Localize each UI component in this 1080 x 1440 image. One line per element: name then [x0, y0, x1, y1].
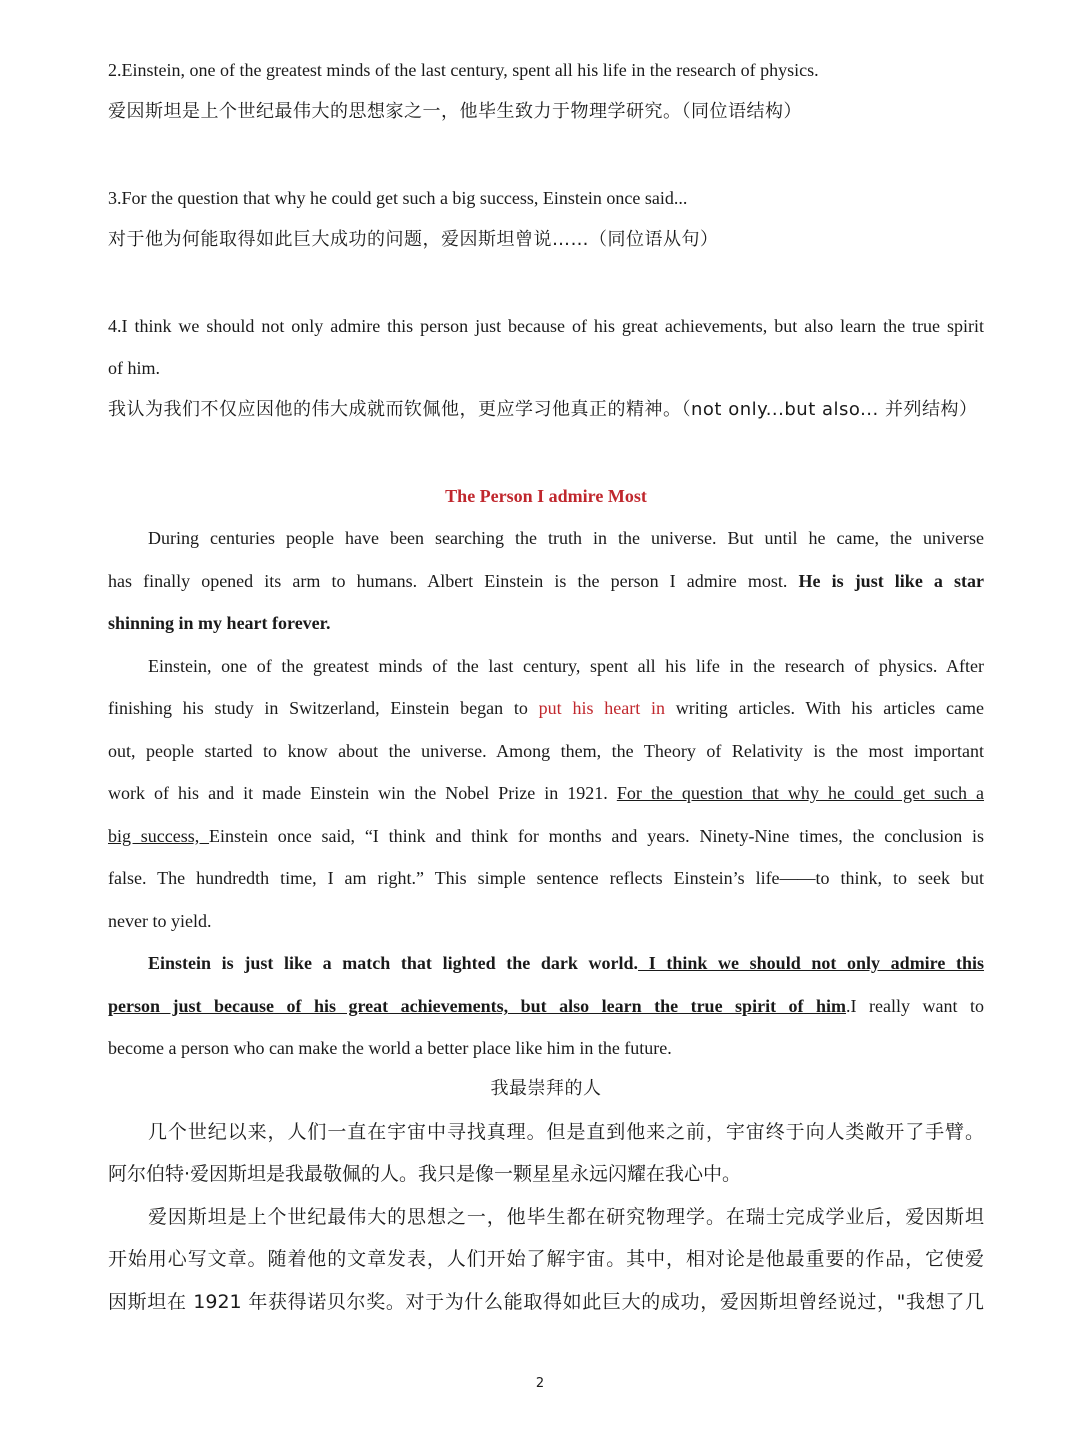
essay-p3-line1	[108, 951, 984, 975]
essay-p2-line1: Einstein, one of the greatest minds of the last century, spent all his life in the research of physics. After	[148, 656, 984, 676]
essay-p2-line2	[108, 696, 984, 720]
sentence-3-english: 3.For the question that why he could get such a big success, Einstein once said...	[108, 188, 688, 208]
essay-p1-line3: shinning in my heart forever.	[108, 613, 331, 633]
sentence-2-chinese: 爱因斯坦是上个世纪最伟大的思想家之一，他毕生致力于物理学研究。（同位语结构）	[108, 101, 802, 122]
essay-p3-line3: become a person who can make the world a better place like him in the future.	[108, 1038, 672, 1058]
essay-p3-line1-bold: Einstein is just like a match that lighted the dark world.	[148, 953, 639, 973]
essay-p2-line4-underlined: For the question that why he could get such a	[616, 783, 985, 803]
essay-p1-line2	[108, 569, 984, 593]
essay-p3-line2-underlined: person just because of his great achievements, but also learn the true spirit of him	[108, 996, 847, 1016]
essay-p2-highlight-phrase: put his heart in	[538, 698, 665, 718]
sentence-4-chinese: 我认为我们不仅应因他的伟大成就而钦佩他，更应学习他真正的精神。（not only...but also... 并列结构）	[108, 399, 978, 420]
essay-p2-line5	[108, 824, 984, 848]
sentence-3-chinese: 对于他为何能取得如此巨大成功的问题，爱因斯坦曾说……（同位语从句）	[108, 229, 719, 250]
essay-p2-line5-text: Einstein once said, “I think and think for months and years. Ninety-Nine times, the conclusion is	[209, 826, 984, 846]
essay-p2-line6: false. The hundredth time, I am right.” This simple sentence reflects Einstein’s life——to think, to seek but	[108, 868, 984, 888]
sentence-2-english: 2.Einstein, one of the greatest minds of the last century, spent all his life in the research of physics.	[108, 60, 819, 80]
page-number: 2	[535, 1376, 545, 1391]
translation-p1-line1: 几个世纪以来，人们一直在宇宙中寻找真理。但是直到他来之前，宇宙终于向人类敞开了手臂。	[148, 1121, 984, 1143]
translation-title: 我最崇拜的人	[490, 1078, 602, 1099]
essay-p1-line1: During centuries people have been searching the truth in the universe. But until he came, the universe	[148, 528, 984, 548]
essay-p3-line2	[108, 994, 984, 1018]
sentence-4-english-line1: 4.I think we should not only admire this person just because of his great achievements, but also learn the true spirit	[108, 316, 984, 336]
essay-p2-line4	[108, 781, 984, 805]
essay-p2-line3: out, people started to know about the universe. Among them, the Theory of Relativity is the most important	[108, 741, 984, 761]
essay-p1-line2-bold: He is just like a star	[798, 571, 985, 591]
essay-p2-line7: never to yield.	[108, 911, 212, 931]
essay-title: The Person I admire Most	[445, 486, 647, 506]
essay-p2-line2-text-a: finishing his study in Switzerland, Einstein began to	[108, 698, 539, 718]
essay-p3-line1-underlined: I think we should not only admire this	[638, 953, 985, 973]
essay-p1-line2-text: has finally opened its arm to humans. Albert Einstein is the person I admire most.	[108, 571, 799, 591]
essay-p3-line2-text: .I really want to	[846, 996, 984, 1016]
translation-p2-line3: 因斯坦在 1921 年获得诺贝尔奖。对于为什么能取得如此巨大的成功，爱因斯坦曾经说过，"我想了几	[108, 1291, 984, 1313]
translation-p2-line1: 爱因斯坦是上个世纪最伟大的思想之一，他毕生都在研究物理学。在瑞士完成学业后，爱因斯坦	[148, 1206, 984, 1228]
essay-p2-line5-underlined: big success,	[108, 826, 210, 846]
sentence-4-english-line2: of him.	[108, 358, 160, 378]
essay-p2-line4-text: work of his and it made Einstein win the Nobel Prize in 1921.	[108, 783, 617, 803]
translation-p1-line2: 阿尔伯特·爱因斯坦是我最敬佩的人。我只是像一颗星星永远闪耀在我心中。	[108, 1163, 742, 1185]
essay-p2-line2-text-b: writing articles. With his articles came	[664, 698, 984, 718]
translation-p2-line2: 开始用心写文章。随着他的文章发表，人们开始了解宇宙。其中，相对论是他最重要的作品，它使爱	[108, 1248, 984, 1270]
